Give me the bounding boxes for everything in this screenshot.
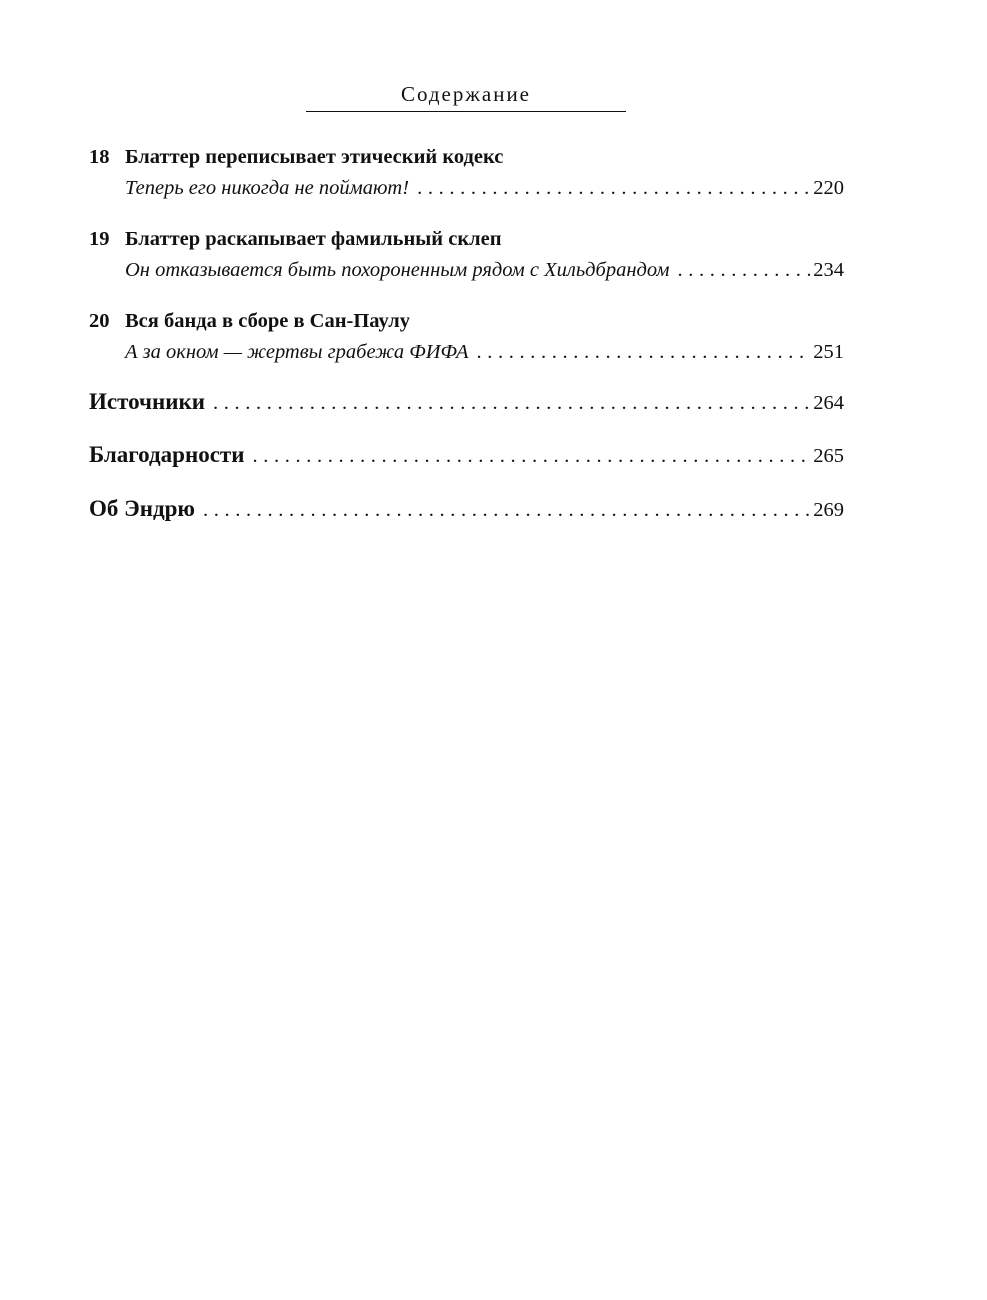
dot-leader (677, 254, 810, 286)
chapter-subtitle-line (125, 172, 844, 204)
header-divider (306, 111, 626, 112)
dot-leader (213, 386, 810, 420)
dot-leader (252, 439, 810, 473)
chapter-title: Вся банда в сборе в Сан-Паулу (125, 310, 410, 332)
chapter-subtitle-line (125, 254, 844, 286)
chapter-subtitle: А за окном — жертвы грабежа ФИФА (125, 341, 469, 363)
chapter-title-line (89, 306, 844, 336)
page-number: 264 (813, 392, 844, 414)
chapter-number: 18 (89, 146, 110, 168)
page-header-title: Содержание (400, 82, 532, 106)
page-number: 220 (813, 177, 844, 199)
chapter-title: Блаттер раскапывает фамильный склеп (125, 228, 502, 250)
chapter-subtitle: Он отказывается быть похороненным рядом с Хильдбрандом (125, 259, 670, 281)
page-number: 251 (813, 341, 844, 363)
page-number: 269 (813, 499, 844, 521)
toc-section-about-author[interactable] (89, 492, 844, 526)
chapter-title-line (89, 224, 844, 254)
section-title: Благодарности (89, 442, 245, 467)
section-title: Источники (89, 389, 205, 414)
toc-chapter-18[interactable] (89, 142, 844, 204)
page-number: 234 (813, 259, 844, 281)
dot-leader (203, 493, 810, 527)
page-number: 265 (813, 445, 844, 467)
chapter-subtitle-line (125, 336, 844, 368)
toc-section-acknowledgements[interactable] (89, 438, 844, 472)
chapter-number: 19 (89, 228, 110, 250)
chapter-title-line (89, 142, 844, 172)
dot-leader (417, 172, 810, 204)
toc-chapter-20[interactable] (89, 306, 844, 368)
chapter-title: Блаттер переписывает этический кодекс (125, 146, 504, 168)
chapter-number: 20 (89, 310, 110, 332)
toc-chapter-19[interactable] (89, 224, 844, 286)
section-title: Об Эндрю (89, 496, 195, 521)
toc-section-sources[interactable] (89, 385, 844, 419)
chapter-subtitle: Теперь его никогда не поймают! (125, 177, 410, 199)
dot-leader (477, 336, 811, 368)
